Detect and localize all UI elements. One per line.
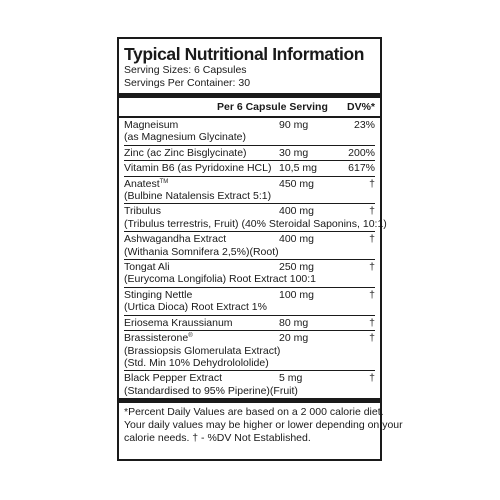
ingredient-dv: † [369, 316, 375, 329]
ingredient-dv: † [369, 261, 375, 274]
ingredient-name [124, 162, 279, 174]
ingredient-amount: 90 mg [279, 119, 309, 131]
ingredient-name-text: Anatest [124, 177, 160, 190]
ingredient-amount: 20 mg [279, 332, 309, 345]
ingredient-amount: 100 mg [279, 288, 315, 301]
ingredient-detail: (Urtica Dioca) Root Extract 1% [124, 301, 267, 314]
ingredient-detail: (Std. Min 10% Dehydrolololide) [124, 356, 269, 369]
ingredient-amount: 80 mg [279, 316, 309, 329]
ingredient-dv: † [369, 332, 375, 345]
footnote [124, 403, 403, 445]
label-title: Typical Nutritional Information [124, 44, 365, 64]
ingredient-dv: † [369, 205, 375, 218]
table-row [124, 370, 375, 398]
ingredient-amount: 400 mg [279, 233, 315, 246]
ingredient-dv: † [369, 372, 375, 385]
footnote-line: Your daily values may be higher or lower depending on your [124, 419, 403, 432]
ingredient-name-text: Magneisum [124, 119, 179, 131]
ingredient-name [124, 317, 279, 329]
ingredient-name-text: Black Pepper Extract [124, 372, 223, 385]
ingredient-name [124, 332, 279, 344]
ingredient-dv: † [369, 233, 375, 246]
trademark-mark: ® [188, 333, 193, 340]
table-row [124, 160, 375, 175]
table-row [124, 118, 375, 145]
table-header [124, 98, 375, 116]
ingredient-name-text: Vitamin B6 (as Pyridoxine HCL) [124, 162, 272, 175]
ingredient-name [124, 372, 279, 384]
ingredient-name [124, 289, 279, 301]
ingredient-name [124, 178, 279, 190]
ingredient-name [124, 119, 279, 131]
ingredient-dv: 617% [348, 162, 375, 175]
ingredient-list [124, 118, 387, 398]
ingredient-name-text: Brassisterone [124, 332, 189, 345]
trademark-mark: TM [159, 178, 169, 185]
ingredient-dv: † [369, 288, 375, 301]
ingredient-dv: † [369, 177, 375, 190]
header-amount: Per 6 Capsule Serving [217, 101, 328, 113]
ingredient-detail: (Bulbine Natalensis Extract 5:1) [124, 190, 272, 203]
ingredient-name [124, 205, 279, 217]
table-row [124, 176, 375, 204]
ingredient-detail: (Eurycoma Longifolia) Root Extract 100:1 [124, 273, 317, 286]
ingredient-name-text: Ashwagandha Extract [124, 233, 227, 246]
ingredient-name-text: Tribulus [124, 205, 161, 218]
ingredient-dv: 23% [353, 119, 375, 131]
ingredient-amount: 400 mg [279, 205, 315, 218]
servings-per-container: Servings Per Container: 30 [124, 77, 251, 89]
ingredient-dv: 200% [348, 146, 375, 159]
serving-size: Serving Sizes: 6 Capsules [124, 64, 247, 76]
ingredient-amount: 10,5 mg [279, 162, 317, 175]
ingredient-detail: (Withania Somnifera 2,5%)(Root) [124, 245, 279, 258]
ingredient-name-text: Tongat Ali [124, 261, 170, 274]
ingredient-detail: (as Magnesium Glycinate) [124, 131, 246, 144]
ingredient-name-text: Zinc (ac Zinc Bisglycinate) [124, 146, 247, 159]
ingredient-detail: (Tribulus terrestris, Fruit) (40% Steroidal Saponins, 10:1) [124, 217, 387, 230]
ingredient-name [124, 233, 279, 245]
table-row [124, 315, 375, 330]
ingredient-amount: 250 mg [279, 261, 315, 274]
table-row [124, 203, 387, 231]
table-row [124, 231, 375, 259]
nutrition-label [117, 37, 403, 461]
ingredient-amount: 5 mg [279, 372, 303, 385]
table-row [124, 259, 375, 287]
ingredient-amount: 30 mg [279, 146, 309, 159]
ingredient-name [124, 261, 279, 273]
ingredient-name [124, 147, 279, 159]
ingredient-name-text: Eriosema Kraussianum [124, 316, 233, 329]
footnote-line: *Percent Daily Values are based on a 2 000 calorie diet. [124, 406, 384, 419]
ingredient-name-text: Stinging Nettle [124, 288, 193, 301]
header-dv: DV%* [346, 101, 375, 113]
ingredient-detail: (Standardised to 95% Piperine)(Fruit) [124, 384, 298, 397]
footnote-line: calorie needs. † - %DV Not Established. [124, 432, 311, 445]
table-row [124, 145, 375, 160]
table-row [124, 287, 375, 315]
table-row [124, 330, 375, 370]
ingredient-detail: (Brassiopsis Glomerulata Extract) [124, 344, 281, 357]
ingredient-amount: 450 mg [279, 177, 315, 190]
